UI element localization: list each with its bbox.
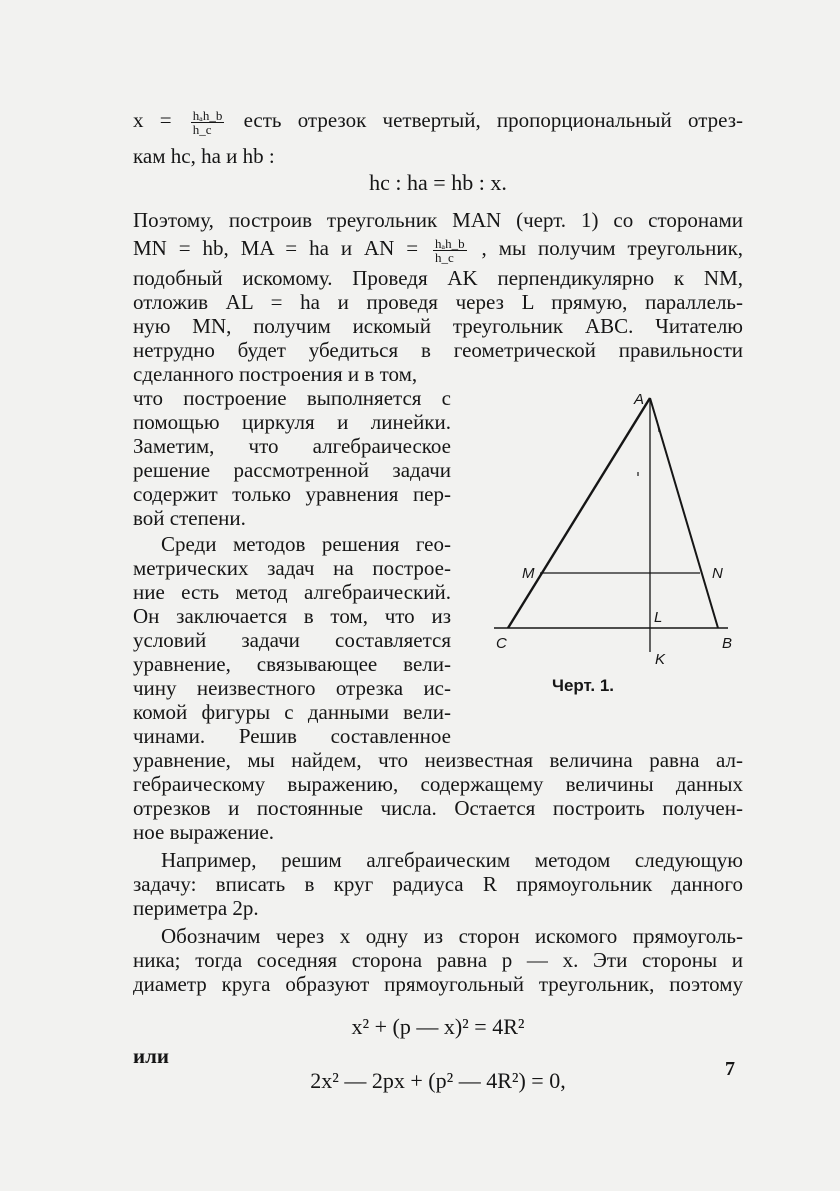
text-line: что построение выполняется с xyxy=(133,386,451,410)
text-fragment: есть отрезок четвертый, пропорциональный отрез- xyxy=(243,108,743,132)
text-line: Он заключается в том, что из xyxy=(133,604,451,628)
label-n: N xyxy=(712,565,723,582)
fraction-denominator: h_c xyxy=(435,249,454,265)
label-m: M xyxy=(522,565,535,582)
text-line: Например, решим алгебраическим методом следующую xyxy=(161,848,743,872)
text-line-or: или xyxy=(133,1044,169,1068)
fraction xyxy=(433,237,467,264)
text-line: периметра 2p. xyxy=(133,896,259,920)
text-line: гебраическому выражению, содержащему величины данных xyxy=(133,772,743,796)
text-line: кам hc, ha и hb : xyxy=(133,144,275,168)
text-line: условий задачи составляется xyxy=(133,628,451,652)
text-line xyxy=(133,108,743,136)
text-fragment: , мы получим треугольник, xyxy=(481,236,744,260)
fraction-numerator: hₐh_b xyxy=(192,107,223,123)
text-line: вой степени. xyxy=(133,506,246,530)
text-line: задачу: вписать в круг радиуса R прямоугольник данного xyxy=(133,872,743,896)
text-line: помощью циркуля и линейки. xyxy=(133,410,451,434)
text-line: Поэтому, построив треугольник MAN (черт. 1) со сторонами xyxy=(133,208,743,232)
text-line: ное выражение. xyxy=(133,820,275,844)
text-line: Среди методов решения гео- xyxy=(161,532,451,556)
label-b: B xyxy=(722,635,733,652)
text-line: содержит только уравнения пер- xyxy=(133,482,451,506)
figure-caption: Черт. 1. xyxy=(552,676,615,695)
text-line: сделанного построения и в том, xyxy=(133,362,418,386)
text-line: уравнение, связывающее вели- xyxy=(133,652,451,676)
equation-pythagoras: x² + (p — x)² = 4R² xyxy=(351,1014,525,1039)
page-number: 7 xyxy=(725,1058,735,1080)
label-k: K xyxy=(655,651,666,668)
label-l: L xyxy=(654,609,663,626)
text-line: ника; тогда соседняя сторона равна p — x. Эти стороны и xyxy=(133,948,743,972)
text-line: ную MN, получим искомый треугольник ABC. Читателю xyxy=(133,314,743,338)
fraction-denominator: h_c xyxy=(192,121,212,137)
text-line: отложив AL = ha и проведя через L прямую, параллель- xyxy=(133,290,743,314)
text-line: диаметр круга образуют прямоугольный треугольник, поэтому xyxy=(133,972,743,996)
label-a: A xyxy=(634,391,645,408)
text-line xyxy=(133,236,743,264)
text-line: решение рассмотренной задачи xyxy=(133,458,451,482)
text-line: метрических задач на построе- xyxy=(133,556,451,580)
text-line: нетрудно будет убедиться в геометрической правильности xyxy=(133,338,743,362)
text-fragment: MN = hb, MA = ha и AN = xyxy=(133,236,419,260)
text-line: уравнение, мы найдем, что неизвестная величина равна ал- xyxy=(133,748,743,772)
text-line: чинами. Решив составленное xyxy=(133,724,451,748)
fraction xyxy=(191,109,225,136)
text-line: чину неизвестного отрезка ис- xyxy=(133,676,451,700)
side-ac xyxy=(508,398,650,628)
triangle-figure xyxy=(474,380,754,710)
text-line: ние есть метод алгебраический. xyxy=(133,580,451,604)
label-c: C xyxy=(496,635,507,652)
equation-proportion: hc : ha = hb : x. xyxy=(369,170,507,195)
side-ab xyxy=(650,398,718,628)
fraction-numerator: hₐh_b xyxy=(435,235,465,251)
text-line: Заметим, что алгебраическое xyxy=(133,434,451,458)
equation-quadratic: 2x² — 2px + (p² — 4R²) = 0, xyxy=(310,1068,566,1093)
text-line: Обозначим через x одну из сторон искомого прямоуголь- xyxy=(161,924,743,948)
fraction-lead: x = xyxy=(133,108,172,132)
text-line: комой фигуры с данными вели- xyxy=(133,700,451,724)
text-line: отрезков и постоянные числа. Остается построить получен- xyxy=(133,796,743,820)
text-line: подобный искомому. Проведя AK перпендикулярно к NM, xyxy=(133,266,743,290)
